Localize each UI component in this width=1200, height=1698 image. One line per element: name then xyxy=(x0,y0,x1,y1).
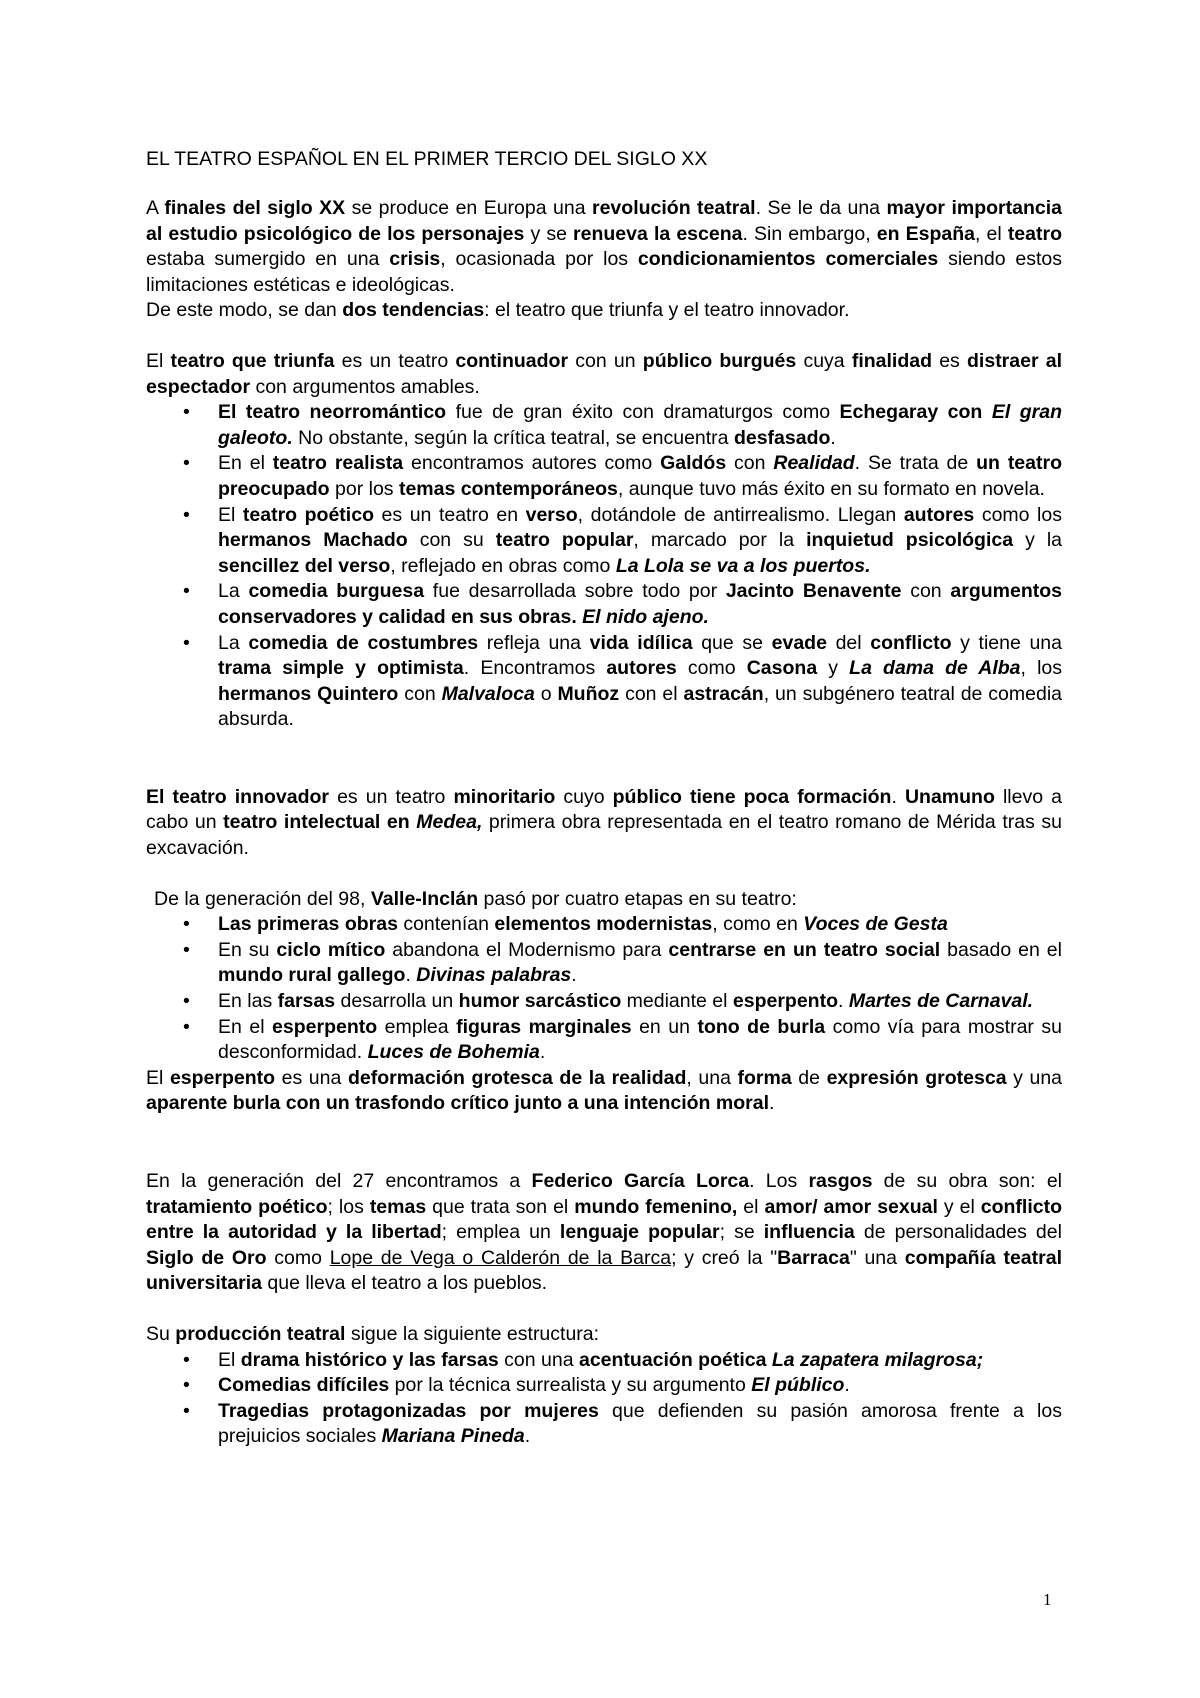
list-item: • En su ciclo mítico abandona el Modernismo para centrarse en un teatro social basado en el mundo rural gallego. Divinas palabras. xyxy=(218,938,1062,989)
produccion-list xyxy=(146,1348,1062,1450)
list-item: • Tragedias protagonizadas por mujeres que defienden su pasión amorosa frente a los prejuicios sociales Mariana Pineda. xyxy=(218,1399,1062,1450)
teatro-triunfa-paragraph: El teatro que triunfa es un teatro continuador con un público burgués cuya finalidad es distraer al espectador con argumentos amables. xyxy=(146,349,1063,398)
list-item: • Las primeras obras contenían elementos modernistas, como en Voces de Gesta xyxy=(218,912,1062,938)
teatro-innovador-paragraph: El teatro innovador es un teatro minoritario cuyo público tiene poca formación. Unamuno llevo a cabo un teatro intelectual en Medea, primera obra representada en el teatro romano de Mérida tras su excavación. xyxy=(146,785,1062,860)
list-item: • El drama histórico y las farsas con una acentuación poética La zapatera milagrosa; xyxy=(218,1348,1062,1374)
document-title: EL TEATRO ESPAÑOL EN EL PRIMER TERCIO DEL SIGLO XX xyxy=(146,148,708,170)
list-item: • La comedia de costumbres refleja una vida idílica que se evade del conflicto y tiene una trama simple y optimista. Encontramos autores como Casona y La dama de Alba, los hermanos Quintero con Malvaloca o Muñoz con el astracán, un subgénero teatral de comedia absurda. xyxy=(218,631,1062,733)
produccion-paragraph: Su producción teatral sigue la siguiente estructura: xyxy=(146,1322,600,1345)
list-item: • Comedias difíciles por la técnica surrealista y su argumento El público. xyxy=(218,1373,1062,1399)
list-item: • En el esperpento emplea figuras marginales en un tono de burla como vía para mostrar su desconformidad. Luces de Bohemia. xyxy=(218,1015,1062,1066)
intro-paragraph: A finales del siglo XX se produce en Europa una revolución teatral. Se le da una mayor importancia al estudio psicológico de los personajes y se renueva la escena. Sin embargo, en España, el teatro estaba sumergido en una crisis, ocasionada por los condicionamientos comerciales siendo estos limitaciones estéticas e ideológicas. xyxy=(146,197,1062,296)
list-item: • El teatro poético es un teatro en verso, dotándole de antirrealismo. Llegan autores como los hermanos Machado con su teatro popular, marcado por la inquietud psicológica y la sencillez del verso, reflejado en obras como La Lola se va a los puertos. xyxy=(218,503,1062,580)
list-item: • En las farsas desarrolla un humor sarcástico mediante el esperpento. Martes de Carnaval. xyxy=(218,989,1062,1015)
list-item: • En el teatro realista encontramos autores como Galdós con Realidad. Se trata de un teatro preocupado por los temas contemporáneos, aunque tuvo más éxito en su formato en novela. xyxy=(218,451,1062,502)
lorca-paragraph: En la generación del 27 encontramos a Federico García Lorca. Los rasgos de su obra son: el tratamiento poético; los temas que trata son el mundo femenino, el amor/ amor sexual y el conflicto entre la autoridad y la libertad; emplea un lenguaje popular; se influencia de personalidades del Siglo de Oro como Lope de Vega o Calderón de la Barca; y creó la "Barraca" una compañía teatral universitaria que lleva el teatro a los pueblos. xyxy=(146,1170,1063,1295)
valle-inclan-paragraph: De la generación del 98, Valle-Inclán pasó por cuatro etapas en su teatro: xyxy=(154,887,797,910)
page-number: 1 xyxy=(1043,1590,1052,1609)
esperpento-paragraph: El esperpento es una deformación grotesca de la realidad, una forma de expresión grotesca y una aparente burla con un trasfondo crítico junto a una intención moral. xyxy=(146,1066,1063,1115)
teatro-triunfa-list xyxy=(146,400,1062,733)
tendencias-paragraph: De este modo, se dan dos tendencias: el teatro que triunfa y el teatro innovador. xyxy=(146,299,850,322)
list-item: • La comedia burguesa fue desarrollada sobre todo por Jacinto Benavente con argumentos conservadores y calidad en sus obras. El nido ajeno. xyxy=(218,579,1062,630)
list-item: • El teatro neorromántico fue de gran éxito con dramaturgos como Echegaray con El gran galeoto. No obstante, según la crítica teatral, se encuentra desfasado. xyxy=(218,400,1062,451)
valle-inclan-list xyxy=(146,912,1062,1066)
